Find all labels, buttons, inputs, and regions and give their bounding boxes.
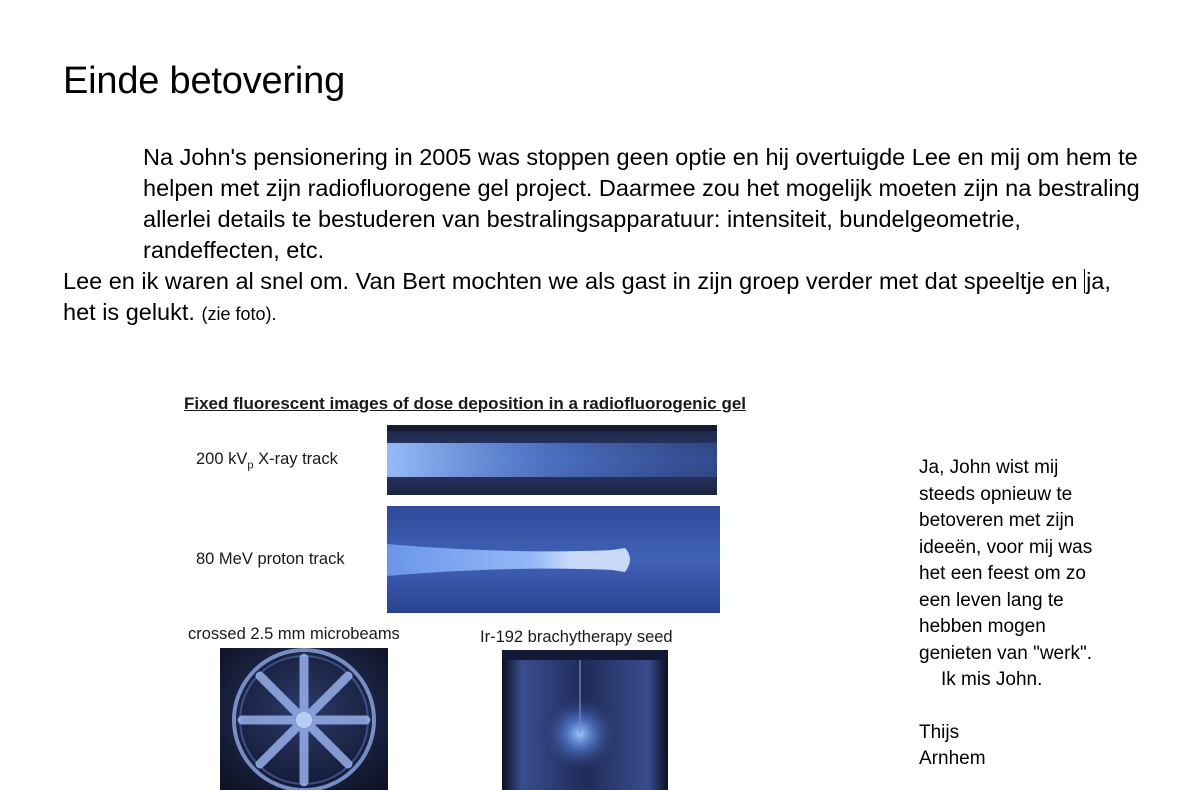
side-note-line: genieten van "werk". bbox=[919, 642, 1092, 664]
paragraph-2 bbox=[63, 266, 1143, 330]
side-note-gap bbox=[919, 694, 1159, 720]
xray-label-prefix: 200 kV bbox=[196, 450, 248, 468]
side-note-line: hebben mogen bbox=[919, 616, 1046, 637]
brachytherapy-label: Ir-192 brachytherapy seed bbox=[480, 628, 673, 646]
xray-track-svg bbox=[387, 425, 717, 495]
text-cursor bbox=[1084, 269, 1085, 293]
proton-track-image bbox=[387, 506, 720, 613]
paragraph-2-ending: ja, het is gelukt. bbox=[63, 268, 1111, 325]
main-text bbox=[63, 142, 1143, 330]
signature-name: Thijs bbox=[919, 721, 960, 743]
proton-label: 80 MeV proton track bbox=[196, 550, 345, 568]
brachytherapy-svg bbox=[502, 650, 668, 790]
photo-reference: (zie foto). bbox=[201, 304, 277, 324]
side-note-line: een leven lang te bbox=[919, 589, 1064, 611]
paragraph-2-text: Lee en ik waren al snel om. Van Bert mochten we als gast in zijn groep verder met dat speeltje en bbox=[63, 268, 1085, 294]
side-note-line: Ik mis John. bbox=[941, 669, 1043, 690]
side-note-line: Ja, John wist mij bbox=[919, 457, 1059, 478]
paragraph-1: Na John's pensionering in 2005 was stoppen geen optie en hij overtuigde Lee en mij om hem te helpen met zijn radiofluorogene gel project. Daarmee zou het mogelijk moeten zijn na bestraling allerlei details te bestuderen van bestralingsapparatuur: intensiteit, bundelgeometrie, randeffecten, etc. bbox=[143, 144, 1140, 263]
side-note-line: ideeën, voor mij was bbox=[919, 536, 1093, 558]
side-note-line: steeds opnieuw te bbox=[919, 483, 1073, 505]
xray-label-suffix: X-ray track bbox=[253, 450, 338, 468]
figure-title: Fixed fluorescent images of dose deposition in a radiofluorogenic gel bbox=[184, 394, 747, 413]
microbeams-label: crossed 2.5 mm microbeams bbox=[188, 625, 400, 643]
proton-track-svg bbox=[387, 506, 720, 613]
side-note bbox=[919, 455, 1159, 773]
xray-track-image bbox=[387, 425, 717, 495]
xray-label-subscript: p bbox=[247, 459, 254, 472]
xray-label bbox=[196, 450, 338, 471]
signature-place: Arnhem bbox=[919, 748, 986, 769]
gel-figure bbox=[150, 380, 850, 790]
side-note-line: het een feest om zo bbox=[919, 563, 1086, 584]
side-note-line: betoveren met zijn bbox=[919, 510, 1075, 531]
microbeams-svg bbox=[220, 648, 388, 790]
page-title: Einde betovering bbox=[63, 60, 346, 102]
microbeams-image bbox=[220, 648, 388, 790]
brachytherapy-image bbox=[502, 650, 668, 790]
